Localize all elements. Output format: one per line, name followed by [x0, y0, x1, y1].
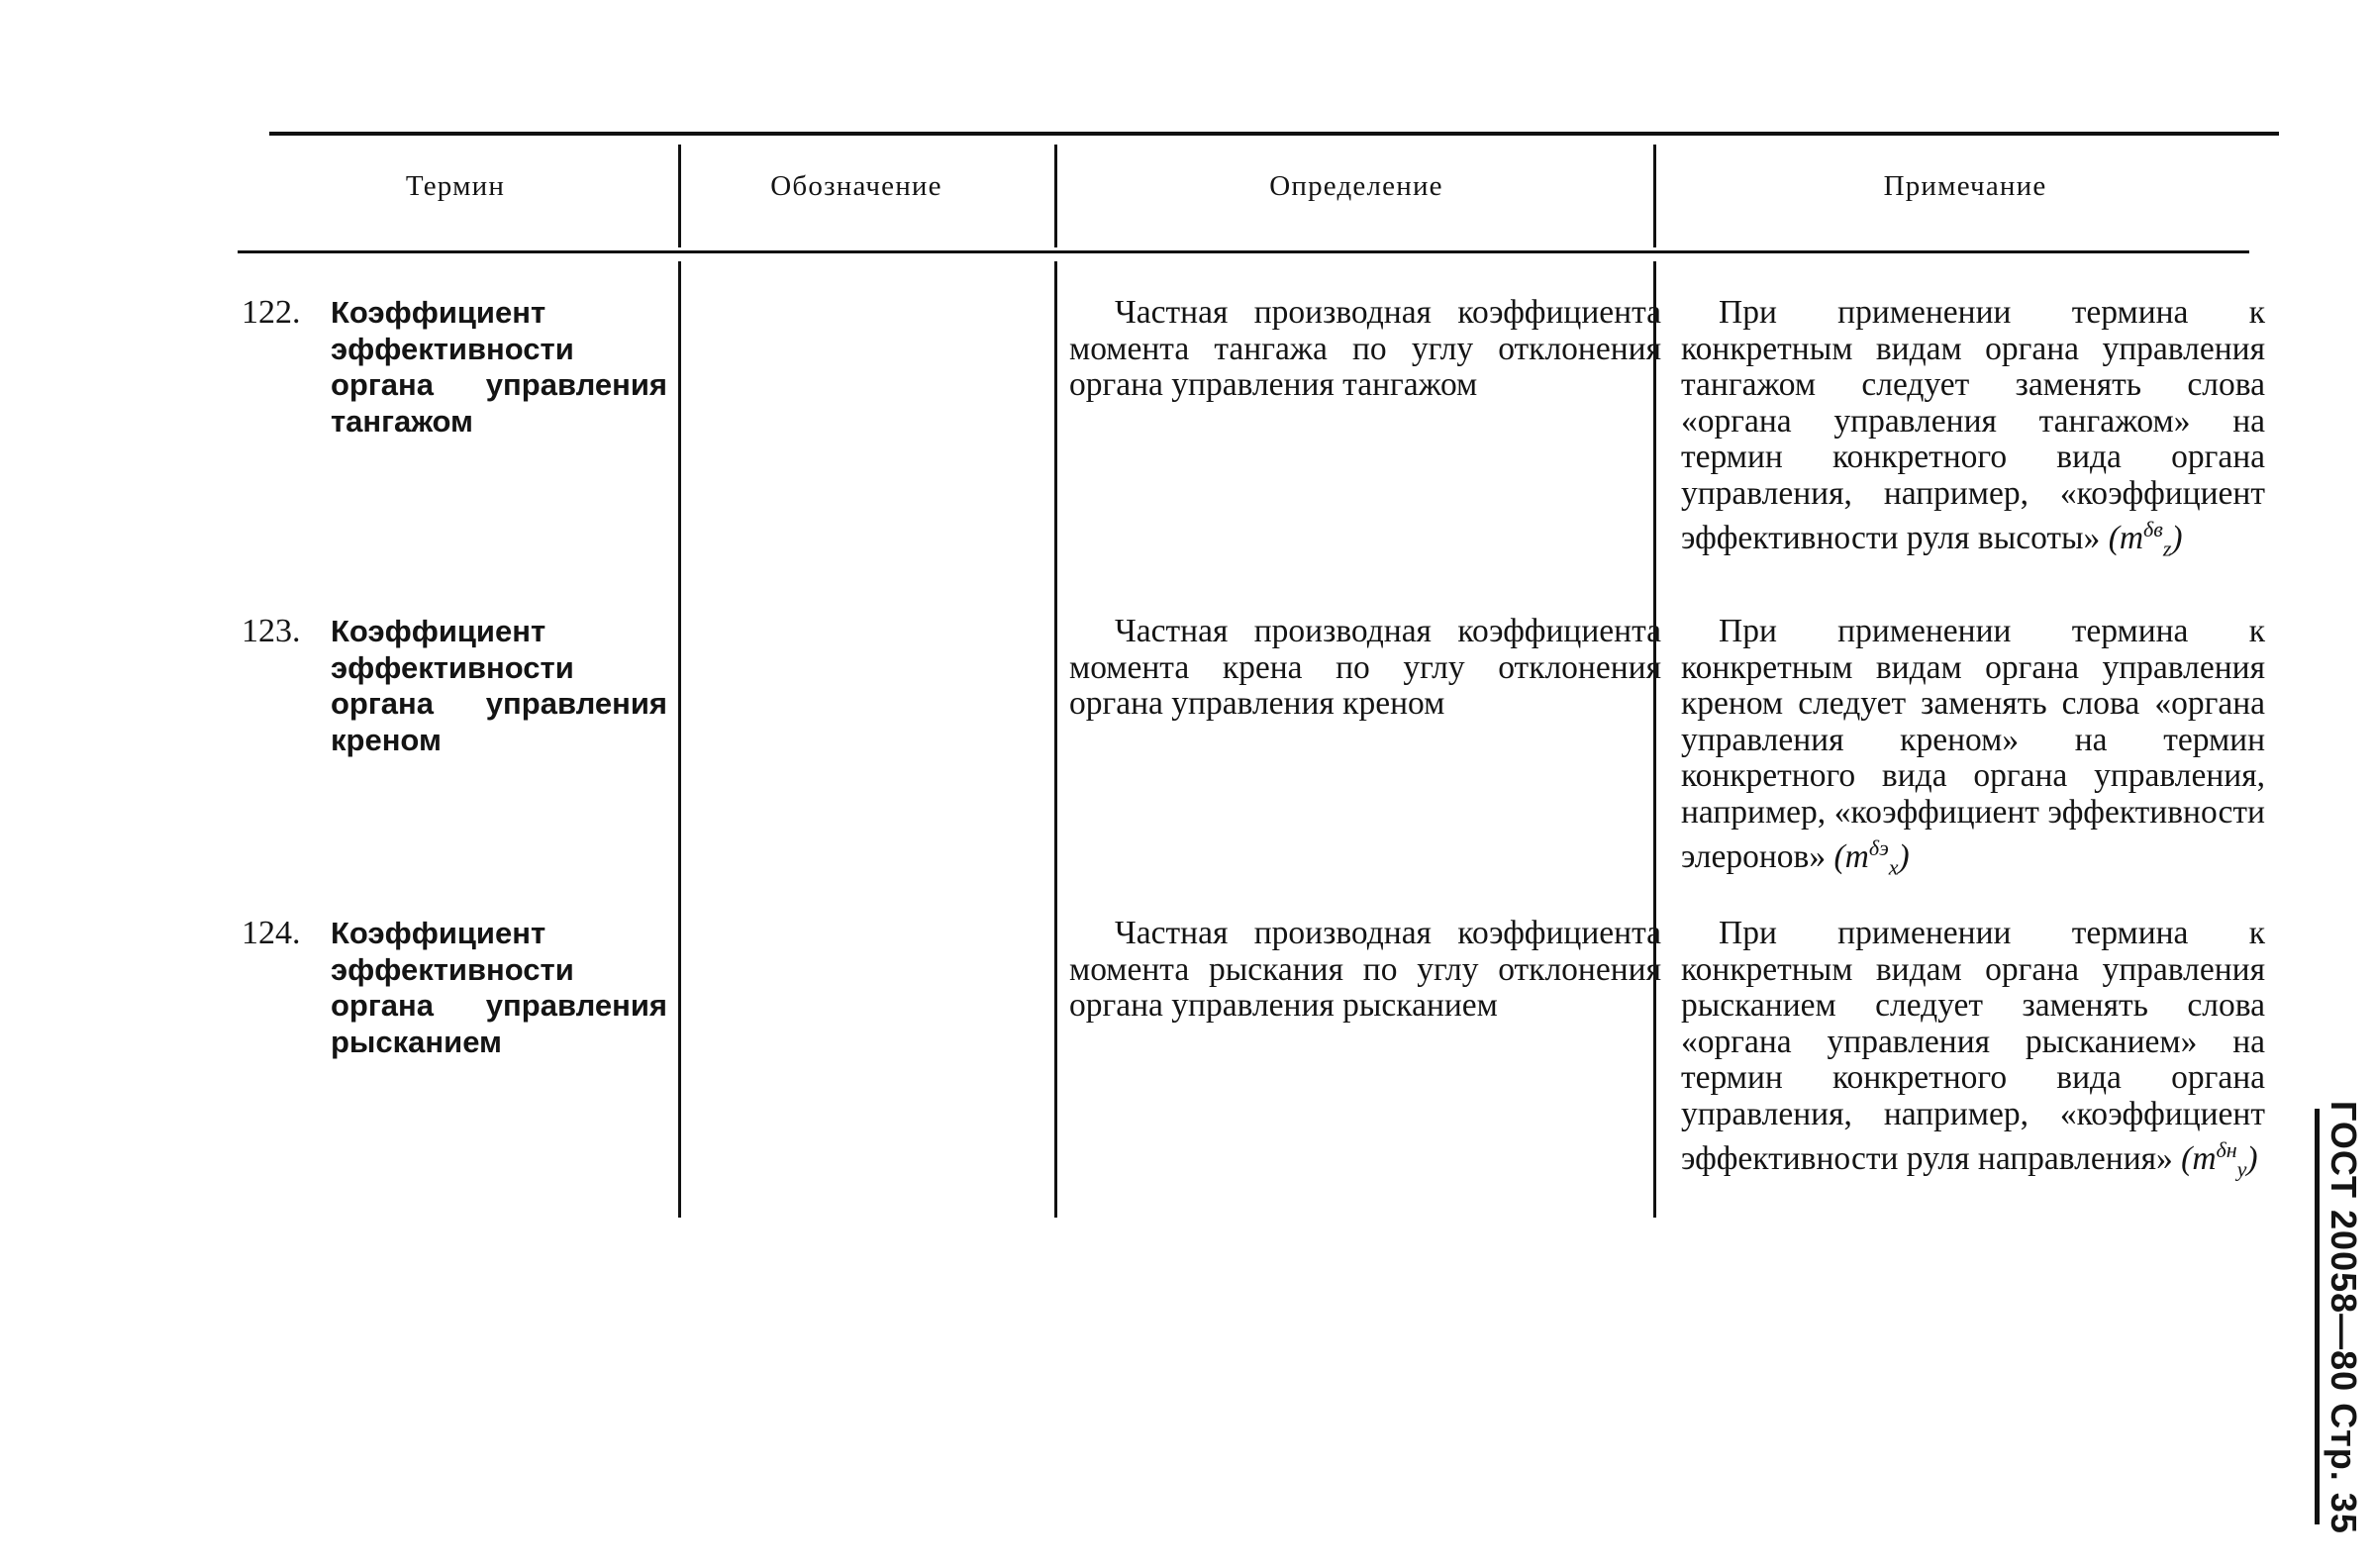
- term-number: 124.: [242, 915, 301, 951]
- header-bottom-rule: [238, 250, 2249, 253]
- header-term: Термин: [405, 170, 506, 202]
- term-number: 123.: [242, 613, 301, 649]
- term-text: Коэффициент эффективности органа управления рысканием: [331, 916, 667, 1059]
- note-formula: $(m^{\delta в}_z)$: [2108, 517, 2183, 561]
- note-text: [1681, 614, 2265, 886]
- term-number: 122.: [242, 294, 301, 331]
- definition-text: Частная производная коэффициента момента рыскания по углу отклонения органа управления рысканием: [1069, 915, 1661, 1024]
- note-formula: $(m^{\delta э}_x)$: [1833, 835, 1910, 880]
- note-formula: $(m^{\delta н}_y)$: [2181, 1137, 2258, 1182]
- note-body: При применении термина к конкретным видам органа управления креном следует заменять слова «органа управления креном» на термин конкретного вида органа управления, например, «коэффициент эффективности элеронов»: [1681, 613, 2265, 876]
- term-text: Коэффициент эффективности органа управления тангажом: [331, 295, 667, 439]
- column-divider: [1653, 145, 1656, 247]
- header-definition: Определение: [1269, 170, 1443, 202]
- header-note: Примечание: [1883, 170, 2047, 202]
- table-top-rule: [269, 132, 2279, 136]
- note-body: При применении термина к конкретным видам органа управления рысканием следует заменять слова «органа управления рысканием» на термин конкретного вида органа управления, например, «коэффициент эффективности руля направления»: [1681, 915, 2265, 1178]
- note-text: [1681, 916, 2265, 1188]
- column-divider: [1653, 261, 1656, 1218]
- column-divider: [678, 145, 681, 247]
- running-header-text: ГОСТ 20058—80 Стр. 35: [2324, 1101, 2364, 1534]
- definition-text: Частная производная коэффициента момента тангажа по углу отклонения органа управления тангажом: [1069, 294, 1661, 403]
- term-text: Коэффициент эффективности органа управления креном: [331, 614, 667, 757]
- column-divider: [1054, 261, 1057, 1218]
- column-divider: [678, 261, 681, 1218]
- note-text: [1681, 295, 2265, 567]
- running-header: [2317, 1101, 2375, 1536]
- header-symbol: Обозначение: [770, 170, 942, 202]
- column-divider: [1054, 145, 1057, 247]
- note-body: При применении термина к конкретным видам органа управления тангажом следует заменять слова «органа управления тангажом» на термин конкретного вида органа управления, например, «коэффициент эффективности руля высоты»: [1681, 294, 2265, 557]
- definition-text: Частная производная коэффициента момента крена по углу отклонения органа управления креном: [1069, 613, 1661, 722]
